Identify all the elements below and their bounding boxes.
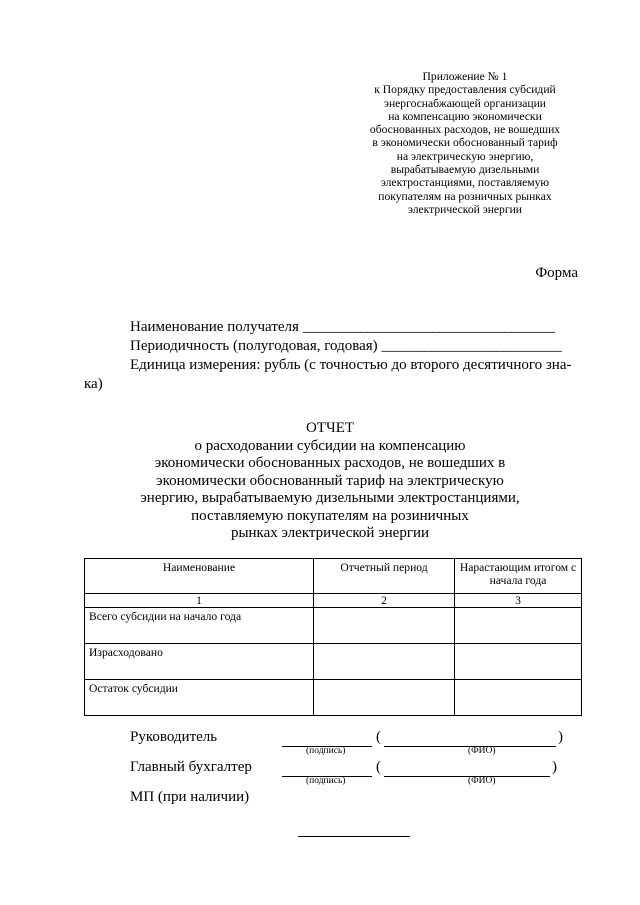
report-title-block (120, 420, 540, 543)
form-label: Форма (535, 265, 578, 281)
recipient-input-line[interactable]: ___________________________________ (302, 319, 555, 335)
recipient-label: Наименование получателя (130, 319, 299, 335)
column-number: 3 (455, 594, 582, 608)
unit-row (84, 356, 580, 375)
signature-caption: (подпись) (306, 776, 346, 786)
period-cell[interactable] (314, 608, 455, 644)
appendix-line: на электрическую энергию, (396, 149, 534, 163)
report-subtitle-line: о расходовании субсидии на компенсацию (194, 437, 466, 454)
header-period: Отчетный период (314, 559, 455, 594)
table-row (85, 608, 582, 644)
cumulative-cell[interactable] (455, 608, 582, 644)
head-label: Руководитель (130, 729, 218, 745)
appendix-line: покупателям на розничных рынках (378, 189, 552, 203)
report-subtitle-line: экономически обоснованный тариф на электрическую (156, 472, 504, 489)
appendix-line: к Порядку предоставления субсидий (374, 83, 556, 97)
row-name: Израсходовано (85, 644, 314, 680)
period-cell[interactable] (314, 644, 455, 680)
header-name: Наименование (85, 559, 314, 594)
row-name: Остаток субсидии (85, 680, 314, 716)
column-number: 2 (314, 594, 455, 608)
appendix-header (340, 70, 590, 216)
close-paren: ) (552, 759, 557, 775)
recipient-row (84, 318, 580, 337)
close-paren: ) (558, 729, 563, 745)
appendix-line: в экономически обоснованный тариф (372, 136, 558, 150)
stamp-label: МП (при наличии) (130, 789, 250, 805)
head-name-line[interactable] (384, 732, 556, 747)
appendix-line: обоснованных расходов, не вошедших (369, 123, 561, 137)
report-subtitle-line: энергию, вырабатываемую дизельными электростанциями, (140, 490, 520, 506)
appendix-line: электрической энергии (407, 202, 523, 216)
cumulative-cell[interactable] (455, 644, 582, 680)
signature-caption: (подпись) (306, 746, 346, 756)
appendix-line: энергоснабжающей организации (383, 96, 547, 110)
appendix-line: на компенсацию экономически (388, 109, 542, 123)
table-row (85, 680, 582, 716)
report-title: ОТЧЕТ (305, 420, 355, 436)
open-paren: ( (376, 759, 381, 775)
table-row (85, 644, 582, 680)
period-cell[interactable] (314, 680, 455, 716)
appendix-line: Приложение № 1 (422, 70, 508, 83)
table-number-row (85, 594, 582, 608)
row-name: Всего субсидии на начало года (85, 608, 314, 644)
table-header-row (85, 559, 582, 594)
accountant-name-line[interactable] (384, 762, 550, 777)
name-caption: (ФИО) (468, 776, 496, 786)
unit-row-continuation: ка) (84, 376, 103, 392)
report-subtitle-line: поставляемую покупателям на розиничных (191, 507, 469, 524)
period-label: Периодичность (полугодовая, годовая) (130, 338, 378, 354)
period-input-line[interactable]: ________________________ (381, 338, 555, 354)
column-number: 1 (85, 594, 314, 608)
head-signature-line[interactable] (282, 732, 372, 747)
report-subtitle-line: экономически обоснованных расходов, не вошедших в (154, 455, 506, 471)
period-row (84, 337, 580, 356)
header-cumulative: Нарастающим итогом с начала года (455, 559, 582, 594)
open-paren: ( (376, 729, 381, 745)
appendix-line: электростанциями, поставляемую (380, 176, 550, 190)
accountant-label: Главный бухгалтер (130, 759, 252, 775)
recipient-fields (84, 318, 580, 394)
report-subtitle-line: рынках электрической энергии (230, 525, 430, 541)
name-caption: (ФИО) (468, 746, 496, 756)
bottom-divider-line (298, 836, 410, 837)
accountant-signature-line[interactable] (282, 762, 372, 777)
appendix-line: вырабатываемую дизельными (390, 163, 540, 177)
report-table (84, 558, 582, 716)
cumulative-cell[interactable] (455, 680, 582, 716)
unit-text: Единица измерения: рубль (с точностью до второго десятичного зна- (130, 357, 572, 373)
period-input-tail: _ (554, 338, 562, 354)
